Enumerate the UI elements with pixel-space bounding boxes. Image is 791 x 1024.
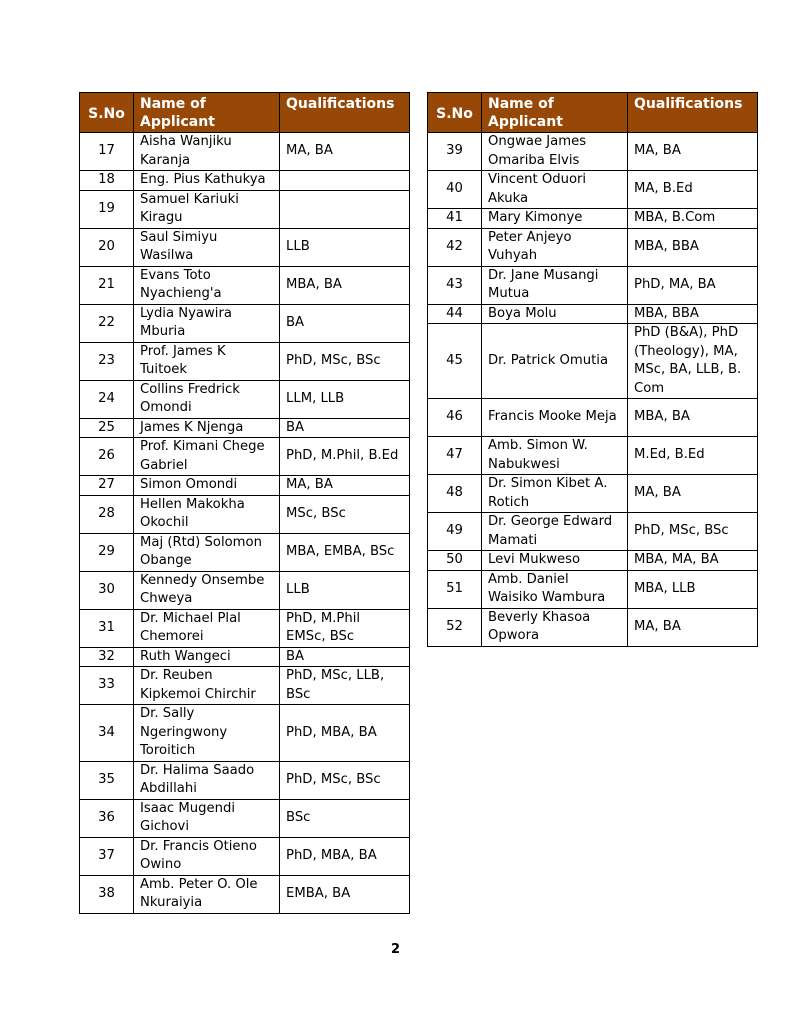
cell-sno: 26 (80, 438, 134, 476)
cell-qualifications: LLB (280, 571, 410, 609)
cell-name: Dr. Halima Saado Abdillahi (134, 761, 280, 799)
cell-name: Dr. Sally Ngeringwony Toroitich (134, 705, 280, 762)
table-row (428, 209, 758, 229)
cell-qualifications: PhD, MBA, BA (280, 705, 410, 762)
cell-qualifications: BA (280, 647, 410, 667)
cell-sno: 40 (428, 171, 482, 209)
cell-sno: 52 (428, 608, 482, 646)
cell-name: Kennedy Onsembe Chweya (134, 571, 280, 609)
cell-sno: 19 (80, 190, 134, 228)
table-row (80, 228, 410, 266)
cell-sno: 27 (80, 476, 134, 496)
cell-name: Amb. Simon W. Nabukwesi (482, 437, 628, 475)
cell-qualifications: MA, BA (280, 133, 410, 171)
table-row (80, 476, 410, 496)
cell-sno: 42 (428, 228, 482, 266)
cell-sno: 45 (428, 324, 482, 399)
applicants-table-left (79, 92, 410, 914)
cell-name: Vincent Oduori Akuka (482, 171, 628, 209)
cell-name: Dr. Reuben Kipkemoi Chirchir (134, 667, 280, 705)
cell-name: Peter Anjeyo Vuhyah (482, 228, 628, 266)
table-row (80, 799, 410, 837)
cell-sno: 39 (428, 133, 482, 171)
cell-sno: 38 (80, 875, 134, 913)
cell-name: Dr. George Edward Mamati (482, 513, 628, 551)
cell-name: Boya Molu (482, 304, 628, 324)
table-row (80, 304, 410, 342)
cell-sno: 33 (80, 667, 134, 705)
cell-name: Prof. Kimani Chege Gabriel (134, 438, 280, 476)
cell-qualifications: PhD, MA, BA (628, 266, 758, 304)
cell-qualifications: MA, BA (628, 475, 758, 513)
cell-qualifications: PhD, MSc, BSc (628, 513, 758, 551)
cell-name: Collins Fredrick Omondi (134, 380, 280, 418)
table-row (80, 342, 410, 380)
header-sno: S.No (428, 93, 482, 133)
cell-name: Simon Omondi (134, 476, 280, 496)
cell-qualifications: MA, BA (280, 476, 410, 496)
table-body-left (80, 133, 410, 914)
cell-qualifications: EMBA, BA (280, 875, 410, 913)
header-name: Name of Applicant (134, 93, 280, 133)
cell-qualifications: M.Ed, B.Ed (628, 437, 758, 475)
page-number: 2 (390, 942, 401, 957)
table-row (428, 133, 758, 171)
cell-sno: 21 (80, 266, 134, 304)
cell-sno: 51 (428, 570, 482, 608)
table-row (428, 570, 758, 608)
cell-name: Evans Toto Nyachieng'a (134, 266, 280, 304)
cell-name: Hellen Makokha Okochil (134, 495, 280, 533)
cell-name: Levi Mukweso (482, 551, 628, 571)
table-row (80, 533, 410, 571)
cell-sno: 50 (428, 551, 482, 571)
cell-sno: 36 (80, 799, 134, 837)
cell-sno: 28 (80, 495, 134, 533)
table-row (80, 837, 410, 875)
header-name: Name of Applicant (482, 93, 628, 133)
cell-qualifications: MBA, BA (280, 266, 410, 304)
table-row (428, 304, 758, 324)
table-row (428, 228, 758, 266)
header-qualifications: Qualifications (280, 93, 410, 133)
cell-qualifications: PhD (B&A), PhD (Theology), MA, MSc, BA, LLB, B. Com (628, 324, 758, 399)
cell-sno: 30 (80, 571, 134, 609)
table-row (80, 438, 410, 476)
cell-qualifications: MBA, BA (628, 399, 758, 437)
cell-qualifications: PhD, MSc, BSc (280, 342, 410, 380)
cell-name: Lydia Nyawira Mburia (134, 304, 280, 342)
header-qualifications: Qualifications (628, 93, 758, 133)
table-row (80, 667, 410, 705)
cell-qualifications: PhD, M.Phil, B.Ed (280, 438, 410, 476)
cell-sno: 34 (80, 705, 134, 762)
cell-name: Francis Mooke Meja (482, 399, 628, 437)
cell-qualifications (280, 171, 410, 191)
applicants-table-right (427, 92, 758, 647)
cell-qualifications: MBA, B.Com (628, 209, 758, 229)
table-row (80, 171, 410, 191)
cell-qualifications: BA (280, 304, 410, 342)
cell-qualifications: MA, B.Ed (628, 171, 758, 209)
cell-qualifications (280, 190, 410, 228)
cell-qualifications: MBA, MA, BA (628, 551, 758, 571)
cell-name: Saul Simiyu Wasilwa (134, 228, 280, 266)
cell-qualifications: MBA, EMBA, BSc (280, 533, 410, 571)
cell-name: Dr. Francis Otieno Owino (134, 837, 280, 875)
cell-sno: 18 (80, 171, 134, 191)
cell-sno: 41 (428, 209, 482, 229)
table-header-row (428, 93, 758, 133)
cell-name: Samuel Kariuki Kiragu (134, 190, 280, 228)
cell-sno: 22 (80, 304, 134, 342)
table-row (428, 608, 758, 646)
table-row (428, 266, 758, 304)
cell-name: James K Njenga (134, 418, 280, 438)
cell-qualifications: LLM, LLB (280, 380, 410, 418)
table-body-right (428, 133, 758, 647)
cell-name: Mary Kimonye (482, 209, 628, 229)
cell-qualifications: PhD, MSc, BSc (280, 761, 410, 799)
cell-qualifications: MBA, BBA (628, 304, 758, 324)
cell-name: Maj (Rtd) Solomon Obange (134, 533, 280, 571)
cell-sno: 31 (80, 609, 134, 647)
cell-sno: 20 (80, 228, 134, 266)
table-row (80, 190, 410, 228)
cell-sno: 49 (428, 513, 482, 551)
cell-sno: 24 (80, 380, 134, 418)
table-row (80, 571, 410, 609)
cell-qualifications: MBA, LLB (628, 570, 758, 608)
cell-qualifications: MA, BA (628, 133, 758, 171)
table-row (80, 266, 410, 304)
table-row (80, 647, 410, 667)
cell-name: Isaac Mugendi Gichovi (134, 799, 280, 837)
cell-name: Amb. Daniel Waisiko Wambura (482, 570, 628, 608)
table-row (428, 399, 758, 437)
cell-name: Eng. Pius Kathukya (134, 171, 280, 191)
cell-sno: 23 (80, 342, 134, 380)
cell-name: Aisha Wanjiku Karanja (134, 133, 280, 171)
table-row (80, 761, 410, 799)
table-row (428, 551, 758, 571)
table-row (428, 324, 758, 399)
table-row (80, 609, 410, 647)
table-row (80, 495, 410, 533)
cell-sno: 37 (80, 837, 134, 875)
cell-name: Dr. Michael Plal Chemorei (134, 609, 280, 647)
cell-name: Ongwae James Omariba Elvis (482, 133, 628, 171)
cell-qualifications: PhD, MBA, BA (280, 837, 410, 875)
cell-qualifications: MA, BA (628, 608, 758, 646)
cell-sno: 29 (80, 533, 134, 571)
cell-name: Dr. Patrick Omutia (482, 324, 628, 399)
cell-sno: 17 (80, 133, 134, 171)
cell-name: Dr. Simon Kibet A. Rotich (482, 475, 628, 513)
cell-qualifications: LLB (280, 228, 410, 266)
table-row (80, 133, 410, 171)
cell-qualifications: MSc, BSc (280, 495, 410, 533)
cell-name: Ruth Wangeci (134, 647, 280, 667)
cell-name: Prof. James K Tuitoek (134, 342, 280, 380)
cell-name: Beverly Khasoa Opwora (482, 608, 628, 646)
cell-sno: 44 (428, 304, 482, 324)
cell-sno: 35 (80, 761, 134, 799)
table-row (428, 171, 758, 209)
table-row (428, 437, 758, 475)
cell-qualifications: BA (280, 418, 410, 438)
table-row (80, 705, 410, 762)
cell-sno: 48 (428, 475, 482, 513)
cell-sno: 25 (80, 418, 134, 438)
cell-name: Dr. Jane Musangi Mutua (482, 266, 628, 304)
table-row (80, 875, 410, 913)
table-row (428, 513, 758, 551)
table-header-row (80, 93, 410, 133)
cell-qualifications: MBA, BBA (628, 228, 758, 266)
table-row (80, 380, 410, 418)
cell-sno: 47 (428, 437, 482, 475)
cell-qualifications: PhD, MSc, LLB, BSc (280, 667, 410, 705)
table-row (428, 475, 758, 513)
header-sno: S.No (80, 93, 134, 133)
cell-sno: 43 (428, 266, 482, 304)
cell-sno: 32 (80, 647, 134, 667)
cell-sno: 46 (428, 399, 482, 437)
cell-qualifications: PhD, M.Phil EMSc, BSc (280, 609, 410, 647)
table-row (80, 418, 410, 438)
cell-qualifications: BSc (280, 799, 410, 837)
cell-name: Amb. Peter O. Ole Nkuraiyia (134, 875, 280, 913)
